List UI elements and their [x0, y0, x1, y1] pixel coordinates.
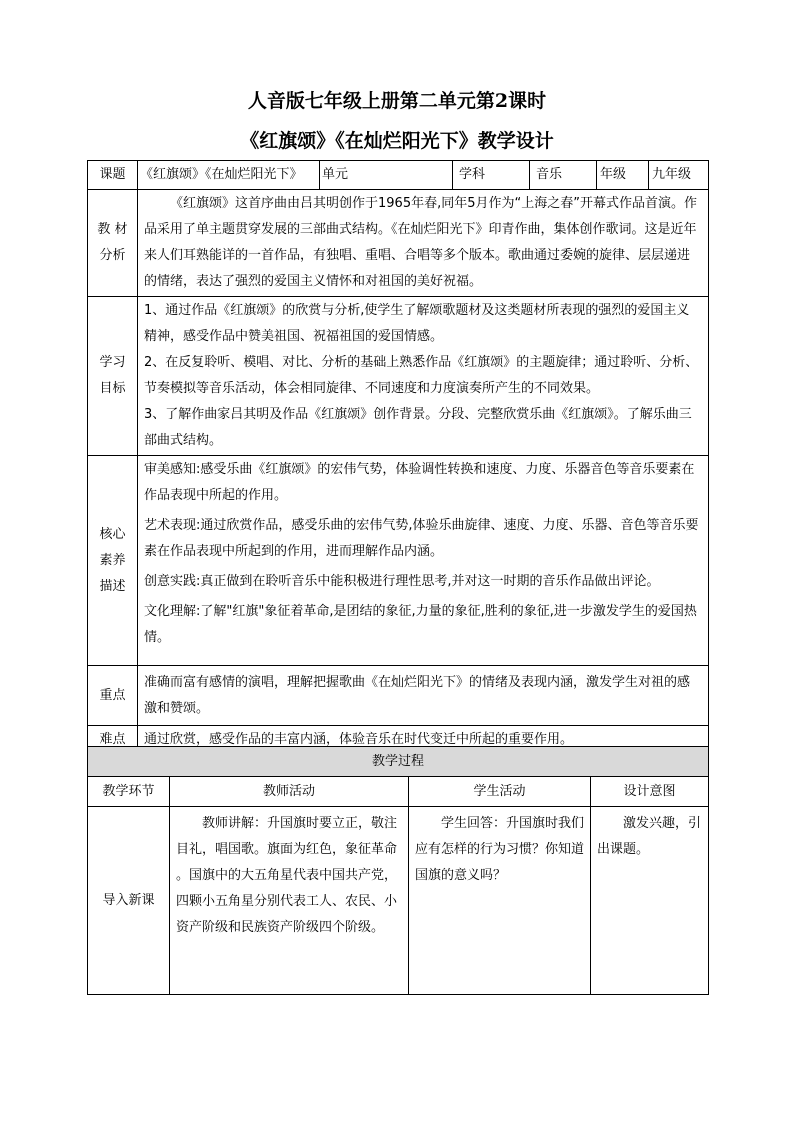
- goal-item: 2、在反复聆听、模唱、对比、分析的基础上熟悉作品《红旗颂》的主题旋律；通过聆听、分析、节奏模拟等音乐活动，体会相同旋律、不同速度和力度演奏所产生的不同效果。: [144, 355, 699, 396]
- literacy-item: 艺术表现:通过欣赏作品，感受乐曲的宏伟气势,体验乐曲旋律、速度、力度、乐器、音色等音乐要素在作品表现中所起到的作用，进而理解作品内涵。: [144, 518, 699, 559]
- process-header: 教学过程: [88, 747, 709, 777]
- literacy-item: 审美感知:感受乐曲《红旗颂》的宏伟气势，体验调性转换和速度、力度、乐器音色等音乐要素在作品表现中所起的作用。: [144, 462, 695, 503]
- goal-item: 1、通过作品《红旗颂》的欣赏与分析,使学生了解颂歌题材及这类题材所表现的强烈的爱国主义精神，感受作品中赞美祖国、祝福祖国的爱国情感。: [144, 303, 690, 344]
- key-point-label: 重点: [88, 666, 138, 726]
- column-header: 学生活动: [409, 777, 591, 807]
- core-literacy-row: [88, 456, 709, 666]
- column-header: 教师活动: [170, 777, 409, 807]
- goal-item: 3、了解作曲家吕其明及作品《红旗颂》创作背景。分段、完整欣赏乐曲《红旗颂》。了解乐曲三部曲式结构。: [144, 407, 692, 448]
- stage-cell: 导入新课: [88, 807, 170, 995]
- course-value: 《红旗颂》《在灿烂阳光下》: [138, 161, 320, 190]
- grade-label: 年级: [597, 161, 649, 190]
- core-literacy-label: 核心 素养 描述: [88, 456, 138, 666]
- column-header: 教学环节: [88, 777, 170, 807]
- learning-goals-row: [88, 297, 709, 456]
- core-literacy-text: [138, 456, 709, 666]
- doc-title-line2: 《红旗颂》《在灿烂阳光下》教学设计: [240, 130, 554, 152]
- column-header: 设计意图: [591, 777, 709, 807]
- grade-value: 九年级: [649, 161, 709, 190]
- lesson-info-table: [87, 160, 709, 755]
- teacher-activity-cell: 教师讲解：升国旗时要立正，敬注目礼，唱国歌。旗面为红色，象征革命 。国旗中的大五角星代表中国共产党，四颗小五角星分别代表工人、农民、小资产阶级和民族资产阶级四个阶级。: [170, 807, 409, 995]
- subject-label: 学科: [453, 161, 530, 190]
- student-activity-cell: 学生回答：升国旗时我们应有怎样的行为习惯？你知道国旗的意义吗？: [409, 807, 591, 995]
- table-row: [88, 807, 709, 995]
- info-row: [88, 161, 709, 190]
- process-columns-row: [88, 777, 709, 807]
- learning-goals-text: [138, 297, 709, 456]
- learning-goals-label: 学习 目标: [88, 297, 138, 456]
- subject-value: 音乐: [530, 161, 597, 190]
- difficulty-label: 难点: [88, 726, 138, 755]
- teaching-process-table: [87, 746, 709, 995]
- literacy-item: 文化理解:了解"红旗"象征着革命,是团结的象征,力量的象征,胜利的象征,进一步激发学生的爱国热情。: [144, 604, 697, 645]
- key-point-text: 准确而富有感情的演唱，理解把握歌曲《在灿烂阳光下》的情绪及表现内涵，激发学生对祖的感激和赞颂。: [138, 666, 709, 726]
- process-header-row: [88, 747, 709, 777]
- material-analysis-row: [88, 190, 709, 297]
- material-analysis-label: 教 材 分析: [88, 190, 138, 297]
- literacy-item: 创意实践:真正做到在聆听音乐中能积极进行理性思考,并对这一时期的音乐作品做出评论。: [144, 574, 660, 589]
- key-point-row: [88, 666, 709, 726]
- design-intent-cell: 激发兴趣，引出课题。: [591, 807, 709, 995]
- unit-label: 单元: [320, 161, 453, 190]
- material-analysis-text: 《红旗颂》这首序曲由吕其明创作于1965年春,同年5月作为“上海之春”开幕式作品首演。作品采用了单主题贯穿发展的三部曲式结构。《在灿烂阳光下》印青作曲，集体创作歌词。这是近年来人们耳熟能详的一首作品，有独唱、重唱、合唱等多个版本。歌曲通过委婉的旋律、层层递进的情绪，表达了强烈的爱国主义情怀和对祖国的美好祝福。: [138, 190, 709, 297]
- difficulty-text: 通过欣赏，感受作品的丰富内涵，体验音乐在时代变迁中所起的重要作用。: [138, 726, 709, 755]
- course-label: 课题: [88, 161, 138, 190]
- doc-title-line1: 人音版七年级上册第二单元第2课时: [247, 90, 547, 112]
